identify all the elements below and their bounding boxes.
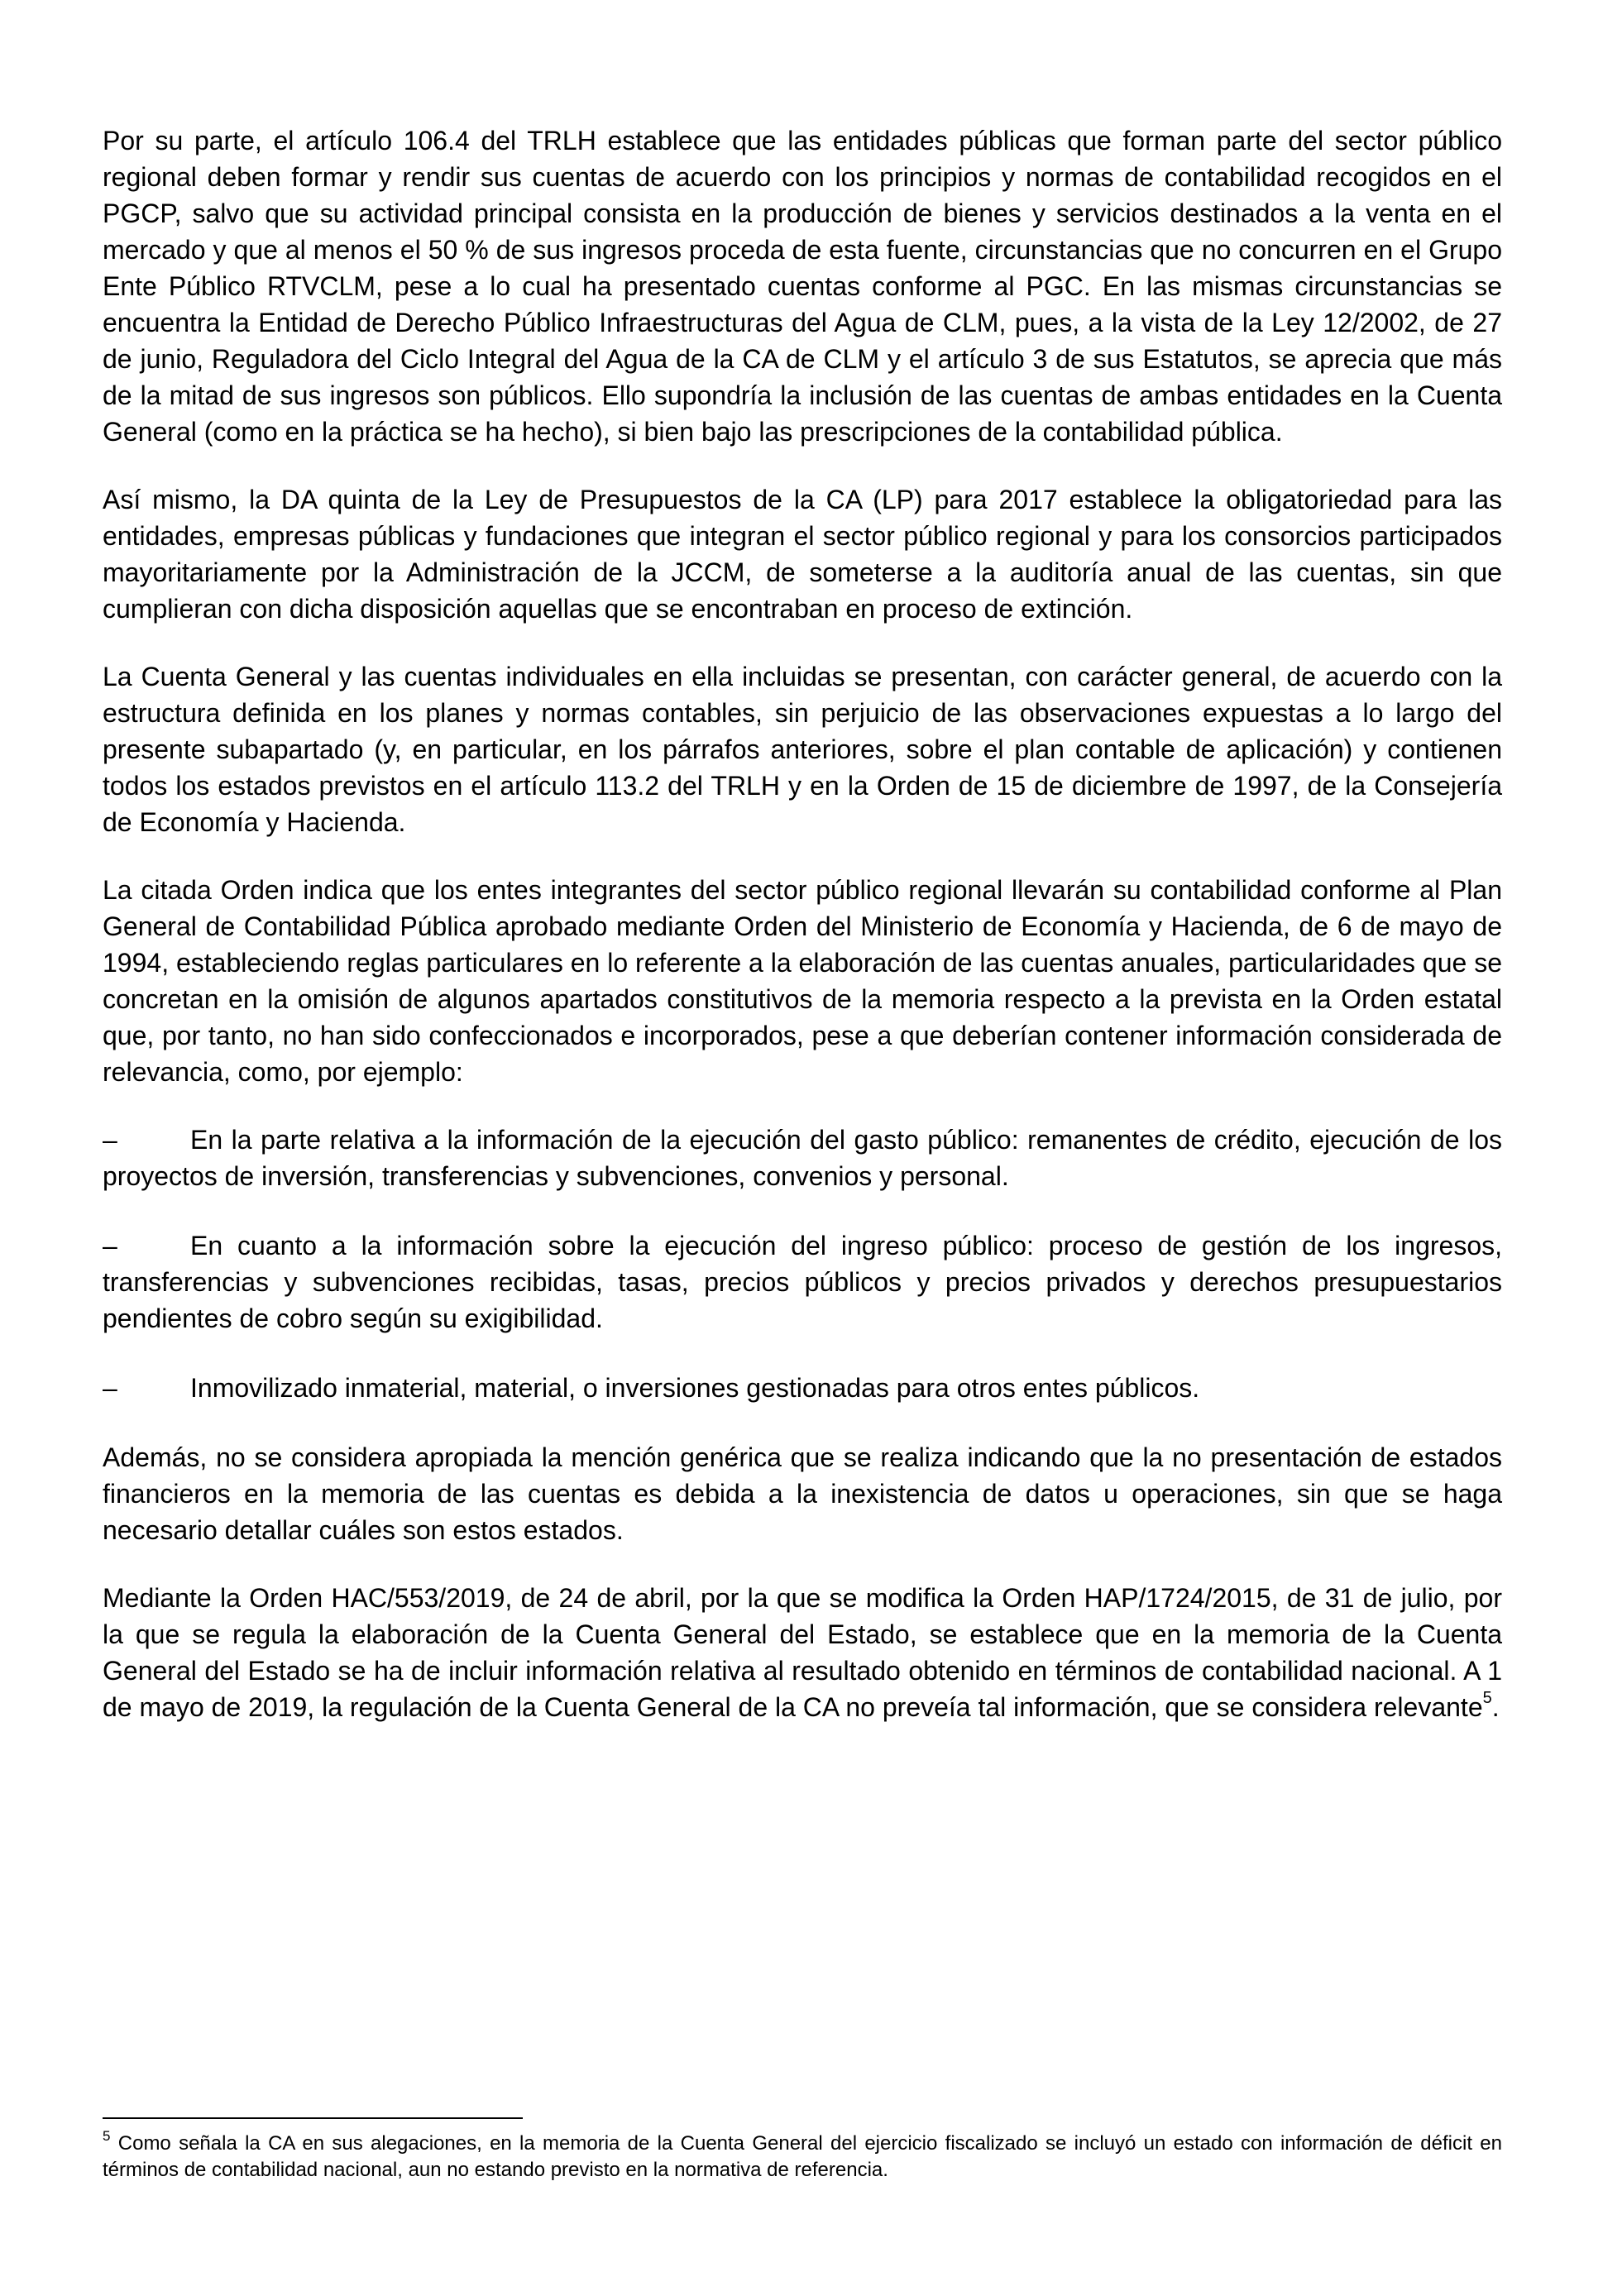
paragraph-end-punctuation: . <box>1491 1692 1500 1722</box>
dash-marker: – <box>103 1231 117 1260</box>
paragraph-article-106: Por su parte, el artículo 106.4 del TRLH establece que las entidades públicas que forman parte del sector público regional deben formar y rendir sus cuentas de acuerdo con los principios y normas de contabilidad recogidos en el PGCP, salvo que su actividad principal consista en la producción de bienes y servicios destinados a la venta en el mercado y que al menos el 50 % de sus ingresos proceda de esta fuente, circunstancias que no concurren en el Grupo Ente Público RTVCLM, pese a lo cual ha presentado cuentas conforme al PGC. En las mismas circunstancias se encuentra la Entidad de Derecho Público Infraestructuras del Agua de CLM, pues, a la vista de la Ley 12/2002, de 27 de junio, Reguladora del Ciclo Integral del Agua de la CA de CLM y el artículo 3 de sus Estatutos, se aprecia que más de la mitad de sus ingresos son públicos. Ello supondría la inclusión de las cuentas de ambas entidades en la Cuenta General (como en la práctica se ha hecho), si bien bajo las prescripciones de la contabilidad pública. <box>103 126 1502 447</box>
bullet-item-ingreso <box>103 1227 1502 1337</box>
paragraph-cuenta-general: La Cuenta General y las cuentas individuales en ella incluidas se presentan, con carácter general, de acuerdo con la estructura definida en los planes y normas contables, sin perjuicio de las observaciones expuestas a lo largo del presente subapartado (y, en particular, en los párrafos anteriores, sobre el plan contable de aplicación) y contienen todos los estados previstos en el artículo 113.2 del TRLH y en la Orden de 15 de diciembre de 1997, de la Consejería de Economía y Hacienda. <box>103 662 1502 837</box>
bullet-text: En cuanto a la información sobre la ejecución del ingreso público: proceso de gestión de los ingresos, transferencias y subvenciones recibidas, tasas, precios públicos y precios privados y derechos presupuestarios pendientes de cobro según su exigibilidad. <box>103 1231 1502 1333</box>
bullet-item-inmovilizado <box>103 1370 1502 1406</box>
paragraph-orden-hac <box>103 1580 1502 1725</box>
document-body <box>103 122 1502 1757</box>
paragraph-citada-orden: La citada Orden indica que los entes integrantes del sector público regional llevarán su contabilidad conforme al Plan General de Contabilidad Pública aprobado mediante Orden del Ministerio de Economía y Hacienda, de 6 de mayo de 1994, estableciendo reglas particulares en lo referente a la elaboración de las cuentas anuales, particularidades que se concretan en la omisión de algunos apartados constitutivos de la memoria respecto a la prevista en la Orden estatal que, por tanto, no han sido confeccionados e incorporados, pese a que deberían contener información considerada de relevancia, como, por ejemplo: <box>103 875 1502 1087</box>
footnote-reference[interactable]: 5 <box>1482 1689 1492 1708</box>
paragraph-orden-hac-text: Mediante la Orden HAC/553/2019, de 24 de abril, por la que se modifica la Orden HAP/1724/2015, de 31 de julio, por la que se regula la elaboración de la Cuenta General del Estado, se establece que en la memoria de la Cuenta General del Estado se ha de incluir información relativa al resultado obtenido en términos de contabilidad nacional. A 1 de mayo de 2019, la regulación de la Cuenta General de la CA no preveía tal información, que se considera relevante <box>103 1583 1502 1722</box>
dash-marker: – <box>103 1125 117 1155</box>
footnote-text: Como señala la CA en sus alegaciones, en la memoria de la Cuenta General del ejercicio fiscalizado se incluyó un estado con información de déficit en términos de contabilidad nacional, aun no estando previsto en la normativa de referencia. <box>103 2132 1502 2181</box>
bullet-item-gasto <box>103 1122 1502 1194</box>
bullet-text: En la parte relativa a la información de la ejecución del gasto público: remanentes de crédito, ejecución de los proyectos de inversión, transferencias y subvenciones, convenios y personal. <box>103 1125 1502 1191</box>
footnote-number: 5 <box>103 2128 111 2144</box>
paragraph-ademas: Además, no se considera apropiada la mención genérica que se realiza indicando que la no presentación de estados financieros en la memoria de las cuentas es debida a la inexistencia de datos u operaciones, sin que se haga necesario detallar cuáles son estos estados. <box>103 1442 1502 1545</box>
paragraph-da-quinta: Así mismo, la DA quinta de la Ley de Presupuestos de la CA (LP) para 2017 establece la obligatoriedad para las entidades, empresas públicas y fundaciones que integran el sector público regional y para los consorcios participados mayoritariamente por la Administración de la JCCM, de someterse a la auditoría anual de las cuentas, sin que cumplieran con dicha disposición aquellas que se encontraban en proceso de extinción. <box>103 485 1502 624</box>
footnote-separator <box>103 2117 523 2119</box>
bullet-text: Inmovilizado inmaterial, material, o inversiones gestionadas para otros entes públicos. <box>190 1373 1200 1403</box>
footnote <box>103 2128 1502 2184</box>
dash-marker: – <box>103 1373 117 1403</box>
